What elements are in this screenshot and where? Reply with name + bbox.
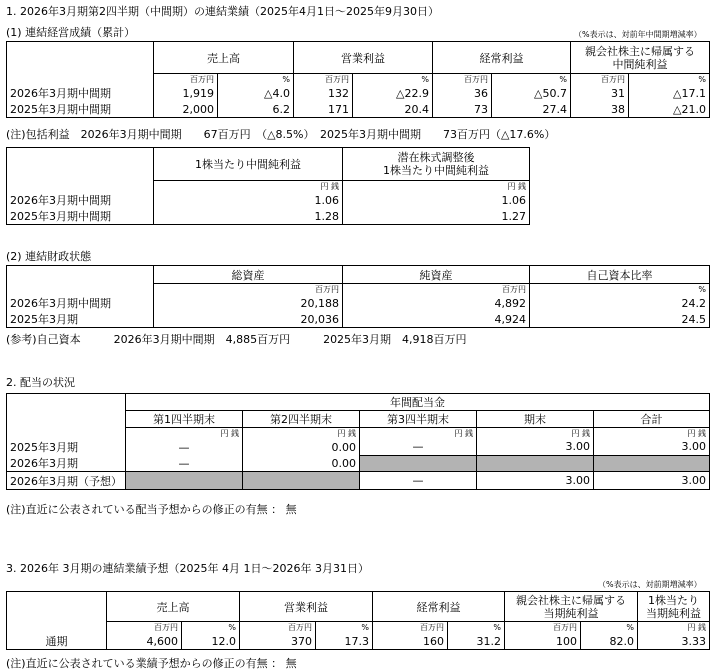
forecast-change-note: （%表示は、対前期増減率） — [598, 580, 702, 589]
table-row: 2026年3月期（予想） — 3.00 3.00 — [7, 472, 710, 490]
eps-table: 1株当たり中間純利益 潜在株式調整後 1株当たり中間純利益 円 銭 円 銭 2026年3月期中間期 1.06 1.06 2025年3月期中間期 1.28 1.27 — [6, 147, 530, 225]
header-sales: 売上高 — [154, 42, 294, 74]
change-rate-note: （%表示は、対前年中間期増減率） — [574, 30, 702, 39]
header-equity-ratio: 自己資本比率 — [530, 266, 710, 284]
header-q3: 第3四半期末 — [360, 411, 477, 428]
table-row: 2025年3月期中間期 2,000 6.2 171 20.4 73 27.4 38 △21.0 — [7, 101, 710, 118]
comprehensive-income-note: (注)包括利益 2026年3月期中間期 67百万円 （△8.5%） 2025年3月期中間期 73百万円（△17.6%） — [6, 128, 556, 141]
header-blank — [7, 42, 154, 74]
header-sales: 売上高 — [107, 592, 240, 622]
shaded-cell — [360, 455, 477, 472]
header-net-income: 親会社株主に帰属する 中間純利益 — [571, 42, 710, 74]
shaded-cell — [477, 455, 594, 472]
table-row: 2025年3月期 — 0.00 — 3.00 3.00 — [7, 439, 710, 455]
header-year-end: 期末 — [477, 411, 594, 428]
table-row: 2026年3月期中間期 1.06 1.06 — [7, 192, 530, 208]
header-total-assets: 総資産 — [154, 266, 343, 284]
table-row: 2026年3月期 — 0.00 — [7, 455, 710, 472]
header-eps: 1株当たり中間純利益 — [154, 148, 343, 181]
header-q2: 第2四半期末 — [243, 411, 360, 428]
forecast-title: 3. 2026年 3月期の連結業績予想（2025年 4月 1日～2026年 3月31日） — [6, 562, 369, 575]
results-table: 売上高 営業利益 経常利益 親会社株主に帰属する 中間純利益 百万円 % 百万円 % 百万円 % 百万円 % 2026年3月期中間期 1,919 △4.0 132 △22.9 36 △50.7 31 △17.1 2025年3月期中間期 2,000 6.2 171 20.4 73 27.4 38 △21.0 — [6, 41, 710, 118]
header-ordinary-income: 経常利益 — [433, 42, 571, 74]
forecast-revision-note: (注)直近に公表されている業績予想からの修正の有無 ： 無 — [6, 657, 297, 670]
financial-position-subtitle: (2) 連結財政状態 — [6, 250, 92, 263]
financial-position-table: 総資産 純資産 自己資本比率 百万円 百万円 % 2026年3月期中間期 20,188 4,892 24.2 2025年3月期 20,036 4,924 24.5 — [6, 265, 710, 328]
shaded-cell — [126, 472, 243, 490]
header-eps: 1株当たり 当期純利益 — [638, 592, 710, 622]
table-row: 2026年3月期中間期 1,919 △4.0 132 △22.9 36 △50.7 31 △17.1 — [7, 85, 710, 101]
section1-title: 1. 2026年3月期第2四半期（中間期）の連結業績（2025年4月1日～2025年9月30日） — [6, 5, 439, 18]
header-diluted-eps: 潜在株式調整後 1株当たり中間純利益 — [343, 148, 530, 181]
table-row: 2025年3月期 20,036 4,924 24.5 — [7, 311, 710, 328]
header-operating-income: 営業利益 — [294, 42, 433, 74]
shaded-cell — [243, 472, 360, 490]
table-row: 通期 4,600 12.0 370 17.3 160 31.2 100 82.0 3.33 — [7, 633, 710, 650]
header-ordinary-income: 経常利益 — [373, 592, 505, 622]
header-total: 合計 — [594, 411, 710, 428]
header-net-income: 親会社株主に帰属する 当期純利益 — [505, 592, 638, 622]
shaded-cell — [594, 455, 710, 472]
dividends-table: 年間配当金 第1四半期末 第2四半期末 第3四半期末 期末 合計 円 銭 円 銭 円 銭 円 銭 円 銭 2025年3月期 — 0.00 — 3.00 3.00 2026年3月期 — 0.00 2026年3月期（予想） — 3.00 3.00 — [6, 393, 710, 490]
dividend-revision-note: (注)直近に公表されている配当予想からの修正の有無 ： 無 — [6, 503, 297, 516]
table-row: 2026年3月期中間期 20,188 4,892 24.2 — [7, 295, 710, 311]
table-row: 2025年3月期中間期 1.28 1.27 — [7, 208, 530, 225]
dividends-title: 2. 配当の状況 — [6, 376, 75, 389]
header-q1: 第1四半期末 — [126, 411, 243, 428]
forecast-table: 売上高 営業利益 経常利益 親会社株主に帰属する 当期純利益 1株当たり 当期純利益 百万円 % 百万円 % 百万円 % 百万円 % 円 銭 通期 4,600 12.0 370 17.3 160 31.2 100 82.0 3.33 — [6, 591, 710, 650]
results-subtitle: (1) 連結経営成績（累計） — [6, 26, 136, 39]
header-operating-income: 営業利益 — [240, 592, 373, 622]
header-annual-dividend: 年間配当金 — [126, 394, 710, 411]
reference-equity: (参考)自己資本 2026年3月期中間期 4,885百万円 2025年3月期 4,918百万円 — [6, 333, 467, 346]
header-net-assets: 純資産 — [343, 266, 530, 284]
